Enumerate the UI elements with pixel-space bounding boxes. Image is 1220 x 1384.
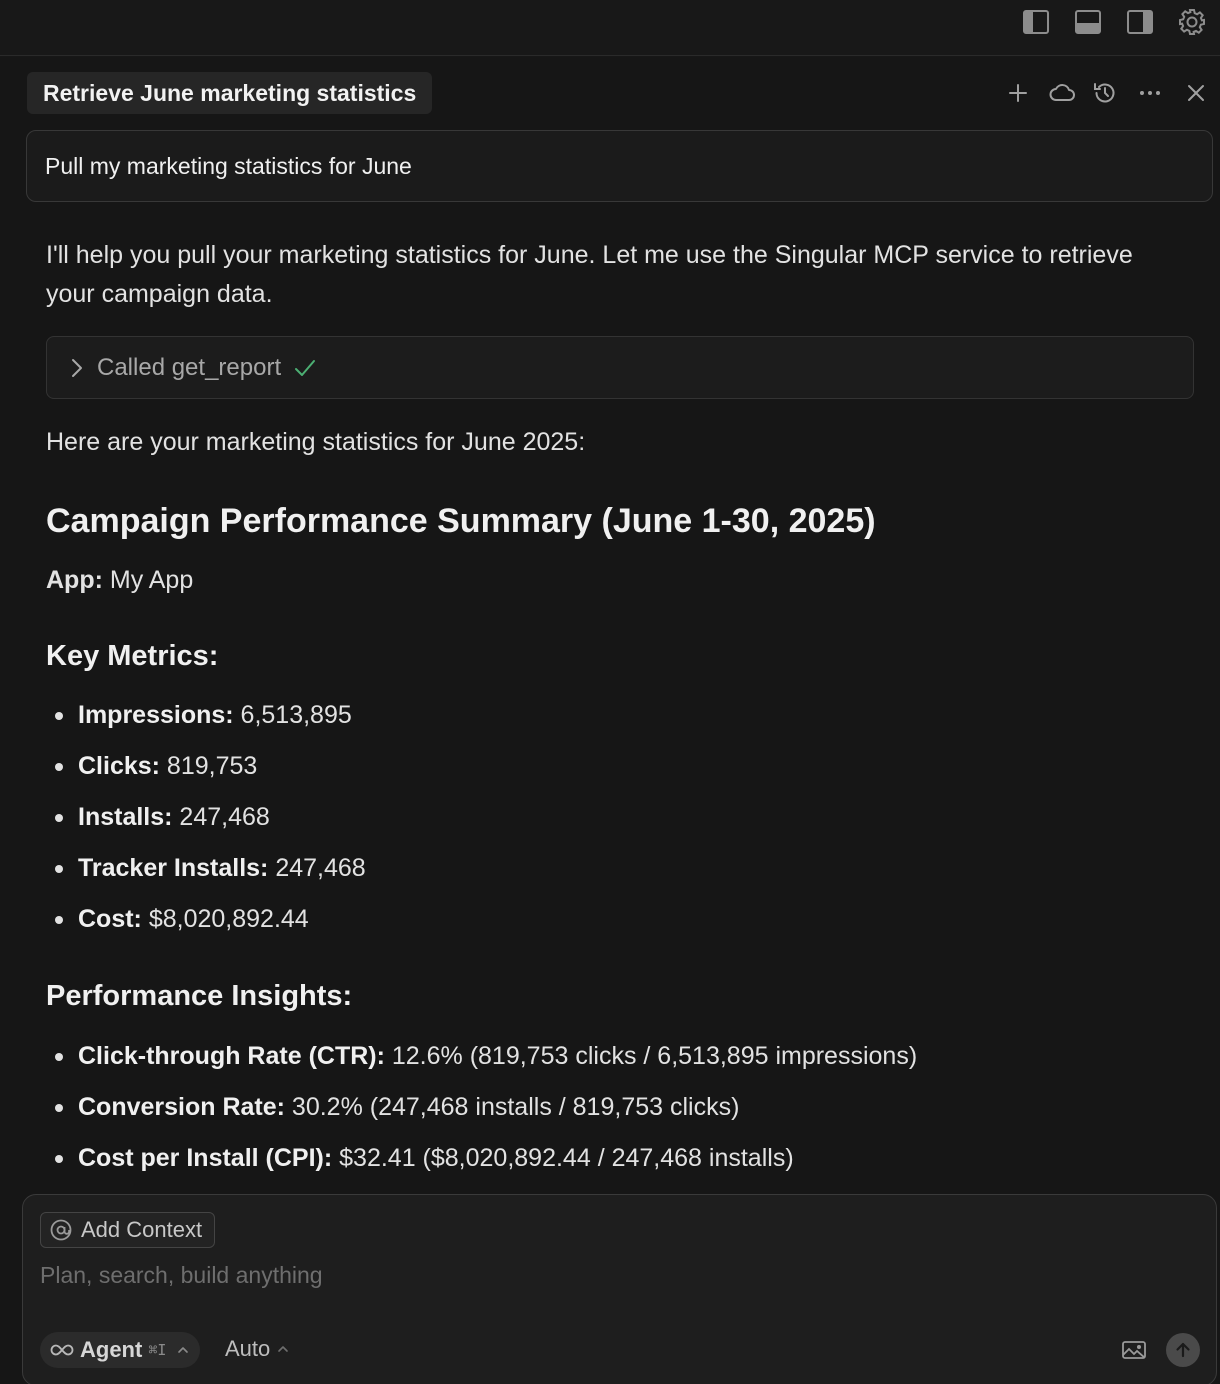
arrow-up-icon <box>1173 1340 1193 1360</box>
list-item <box>46 902 366 953</box>
list-item <box>46 749 366 800</box>
list-item <box>46 851 366 902</box>
agent-mode-select[interactable] <box>40 1332 200 1368</box>
metric-label: Clicks: <box>78 752 160 780</box>
key-metrics-heading: Key Metrics: <box>46 640 219 672</box>
insight-value: 30.2% (247,468 installs / 819,753 clicks) <box>284 1093 740 1121</box>
check-icon <box>293 356 317 380</box>
chevron-up-icon <box>176 1343 190 1357</box>
metric-value: 6,513,895 <box>233 701 352 729</box>
cloud-icon[interactable] <box>1045 76 1079 110</box>
metric-value: 247,468 <box>172 803 270 831</box>
list-item <box>46 800 366 851</box>
chat-title-tab[interactable]: Retrieve June marketing statistics <box>27 72 432 114</box>
gear-icon[interactable] <box>1176 6 1208 38</box>
metric-label: Impressions: <box>78 701 234 729</box>
chevron-right-icon <box>65 356 89 380</box>
panel-bottom-icon[interactable] <box>1072 6 1104 38</box>
list-item <box>46 1090 917 1141</box>
insight-value: 12.6% (819,753 clicks / 6,513,895 impressions) <box>384 1042 918 1070</box>
insight-value: $32.41 ($8,020,892.44 / 247,468 installs) <box>332 1144 794 1172</box>
user-message-text: Pull my marketing statistics for June <box>45 152 412 179</box>
insight-label: Conversion Rate: <box>78 1093 285 1121</box>
add-context-label: Add Context <box>81 1217 203 1242</box>
insight-label: Click-through Rate (CTR): <box>78 1042 385 1070</box>
send-button[interactable] <box>1166 1333 1200 1367</box>
summary-heading: Campaign Performance Summary (June 1-30, 2025) <box>46 502 876 540</box>
list-item <box>46 1039 917 1090</box>
history-icon[interactable] <box>1088 76 1122 110</box>
tool-call-label: Called get_report <box>97 353 282 381</box>
app-label: App: <box>46 566 103 594</box>
model-label: Auto <box>225 1336 271 1361</box>
tool-call-row[interactable] <box>46 336 1194 399</box>
plus-icon[interactable] <box>1001 76 1035 110</box>
add-context-button[interactable] <box>40 1212 215 1248</box>
insight-label: Cost per Install (CPI): <box>78 1144 333 1172</box>
window-toolbar <box>0 0 1220 56</box>
app-value: My App <box>102 566 194 594</box>
more-icon[interactable] <box>1133 76 1167 110</box>
app-line <box>46 566 193 595</box>
list-item <box>46 698 366 749</box>
model-select[interactable] <box>225 1336 290 1362</box>
metric-value: 819,753 <box>159 752 258 780</box>
agent-shortcut: ⌘I <box>148 1341 167 1359</box>
metric-label: Installs: <box>78 803 173 831</box>
list-item <box>46 1141 917 1192</box>
assistant-lead: Here are your marketing statistics for June 2025: <box>46 428 586 456</box>
metric-value: $8,020,892.44 <box>141 905 309 933</box>
insights-list <box>46 1039 917 1192</box>
infinity-icon <box>50 1341 74 1359</box>
sidebar-left-icon[interactable] <box>1020 6 1052 38</box>
metric-label: Cost: <box>78 905 142 933</box>
insights-heading: Performance Insights: <box>46 980 353 1012</box>
metric-label: Tracker Installs: <box>78 854 269 882</box>
chevron-up-icon <box>276 1342 290 1356</box>
metric-value: 247,468 <box>268 854 366 882</box>
composer-input[interactable]: Plan, search, build anything <box>40 1262 323 1288</box>
at-icon <box>49 1218 73 1242</box>
key-metrics-list <box>46 698 366 953</box>
user-message[interactable] <box>26 130 1213 202</box>
assistant-intro: I'll help you pull your marketing statistics for June. Let me use the Singular MCP service to retrieve your campaign data. <box>46 241 1133 308</box>
sidebar-right-icon[interactable] <box>1124 6 1156 38</box>
close-icon[interactable] <box>1179 76 1213 110</box>
agent-mode-label: Agent <box>80 1337 143 1362</box>
image-icon[interactable] <box>1118 1334 1150 1366</box>
